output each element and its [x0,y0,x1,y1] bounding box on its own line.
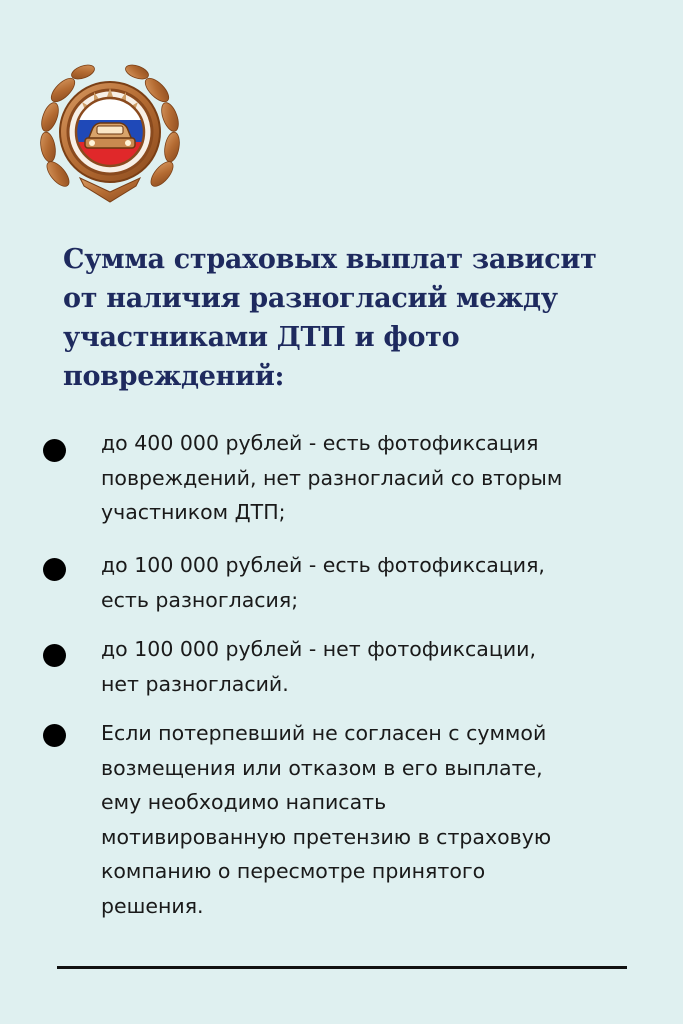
list-item-line: возмещения или отказом в его выплате, [101,755,543,780]
list-item-line: Если потерпевший не согласен с суммой [101,721,547,745]
list-item-line: до 400 000 рублей - есть фотофиксация [101,431,539,455]
title-line: участниками ДТП и фото [63,322,460,353]
list-item-text [101,548,661,617]
title-line: от наличия разногласий между [63,283,558,314]
title-line: повреждений: [63,361,285,392]
list-item-text [101,716,661,923]
list-item-line: есть разногласия; [101,587,299,612]
list-item-line: участником ДТП; [101,500,286,524]
bottom-divider [57,966,627,969]
bullet-icon [43,724,66,747]
bullet-icon [43,644,66,667]
list-item-line: до 100 000 рублей - есть фотофиксация, [101,553,545,577]
list-item-line: решения. [101,893,204,918]
list-item-line: ему необходимо написать [101,790,387,814]
list-item-text [101,632,661,701]
list-item-line: нет разногласий. [101,671,289,696]
list-item-line: мотивированную претензию в страховую [101,824,552,849]
list-item-line: повреждений, нет разногласий со вторым [101,465,563,490]
list-item-line: до 100 000 рублей - нет фотофиксации, [101,637,536,661]
title-line: Сумма страховых выплат зависит [63,244,597,275]
list-item-line: компанию о пересмотре принятого [101,859,486,883]
bullet-icon [43,439,66,462]
list-item-text [101,426,661,530]
bullet-icon [43,558,66,581]
